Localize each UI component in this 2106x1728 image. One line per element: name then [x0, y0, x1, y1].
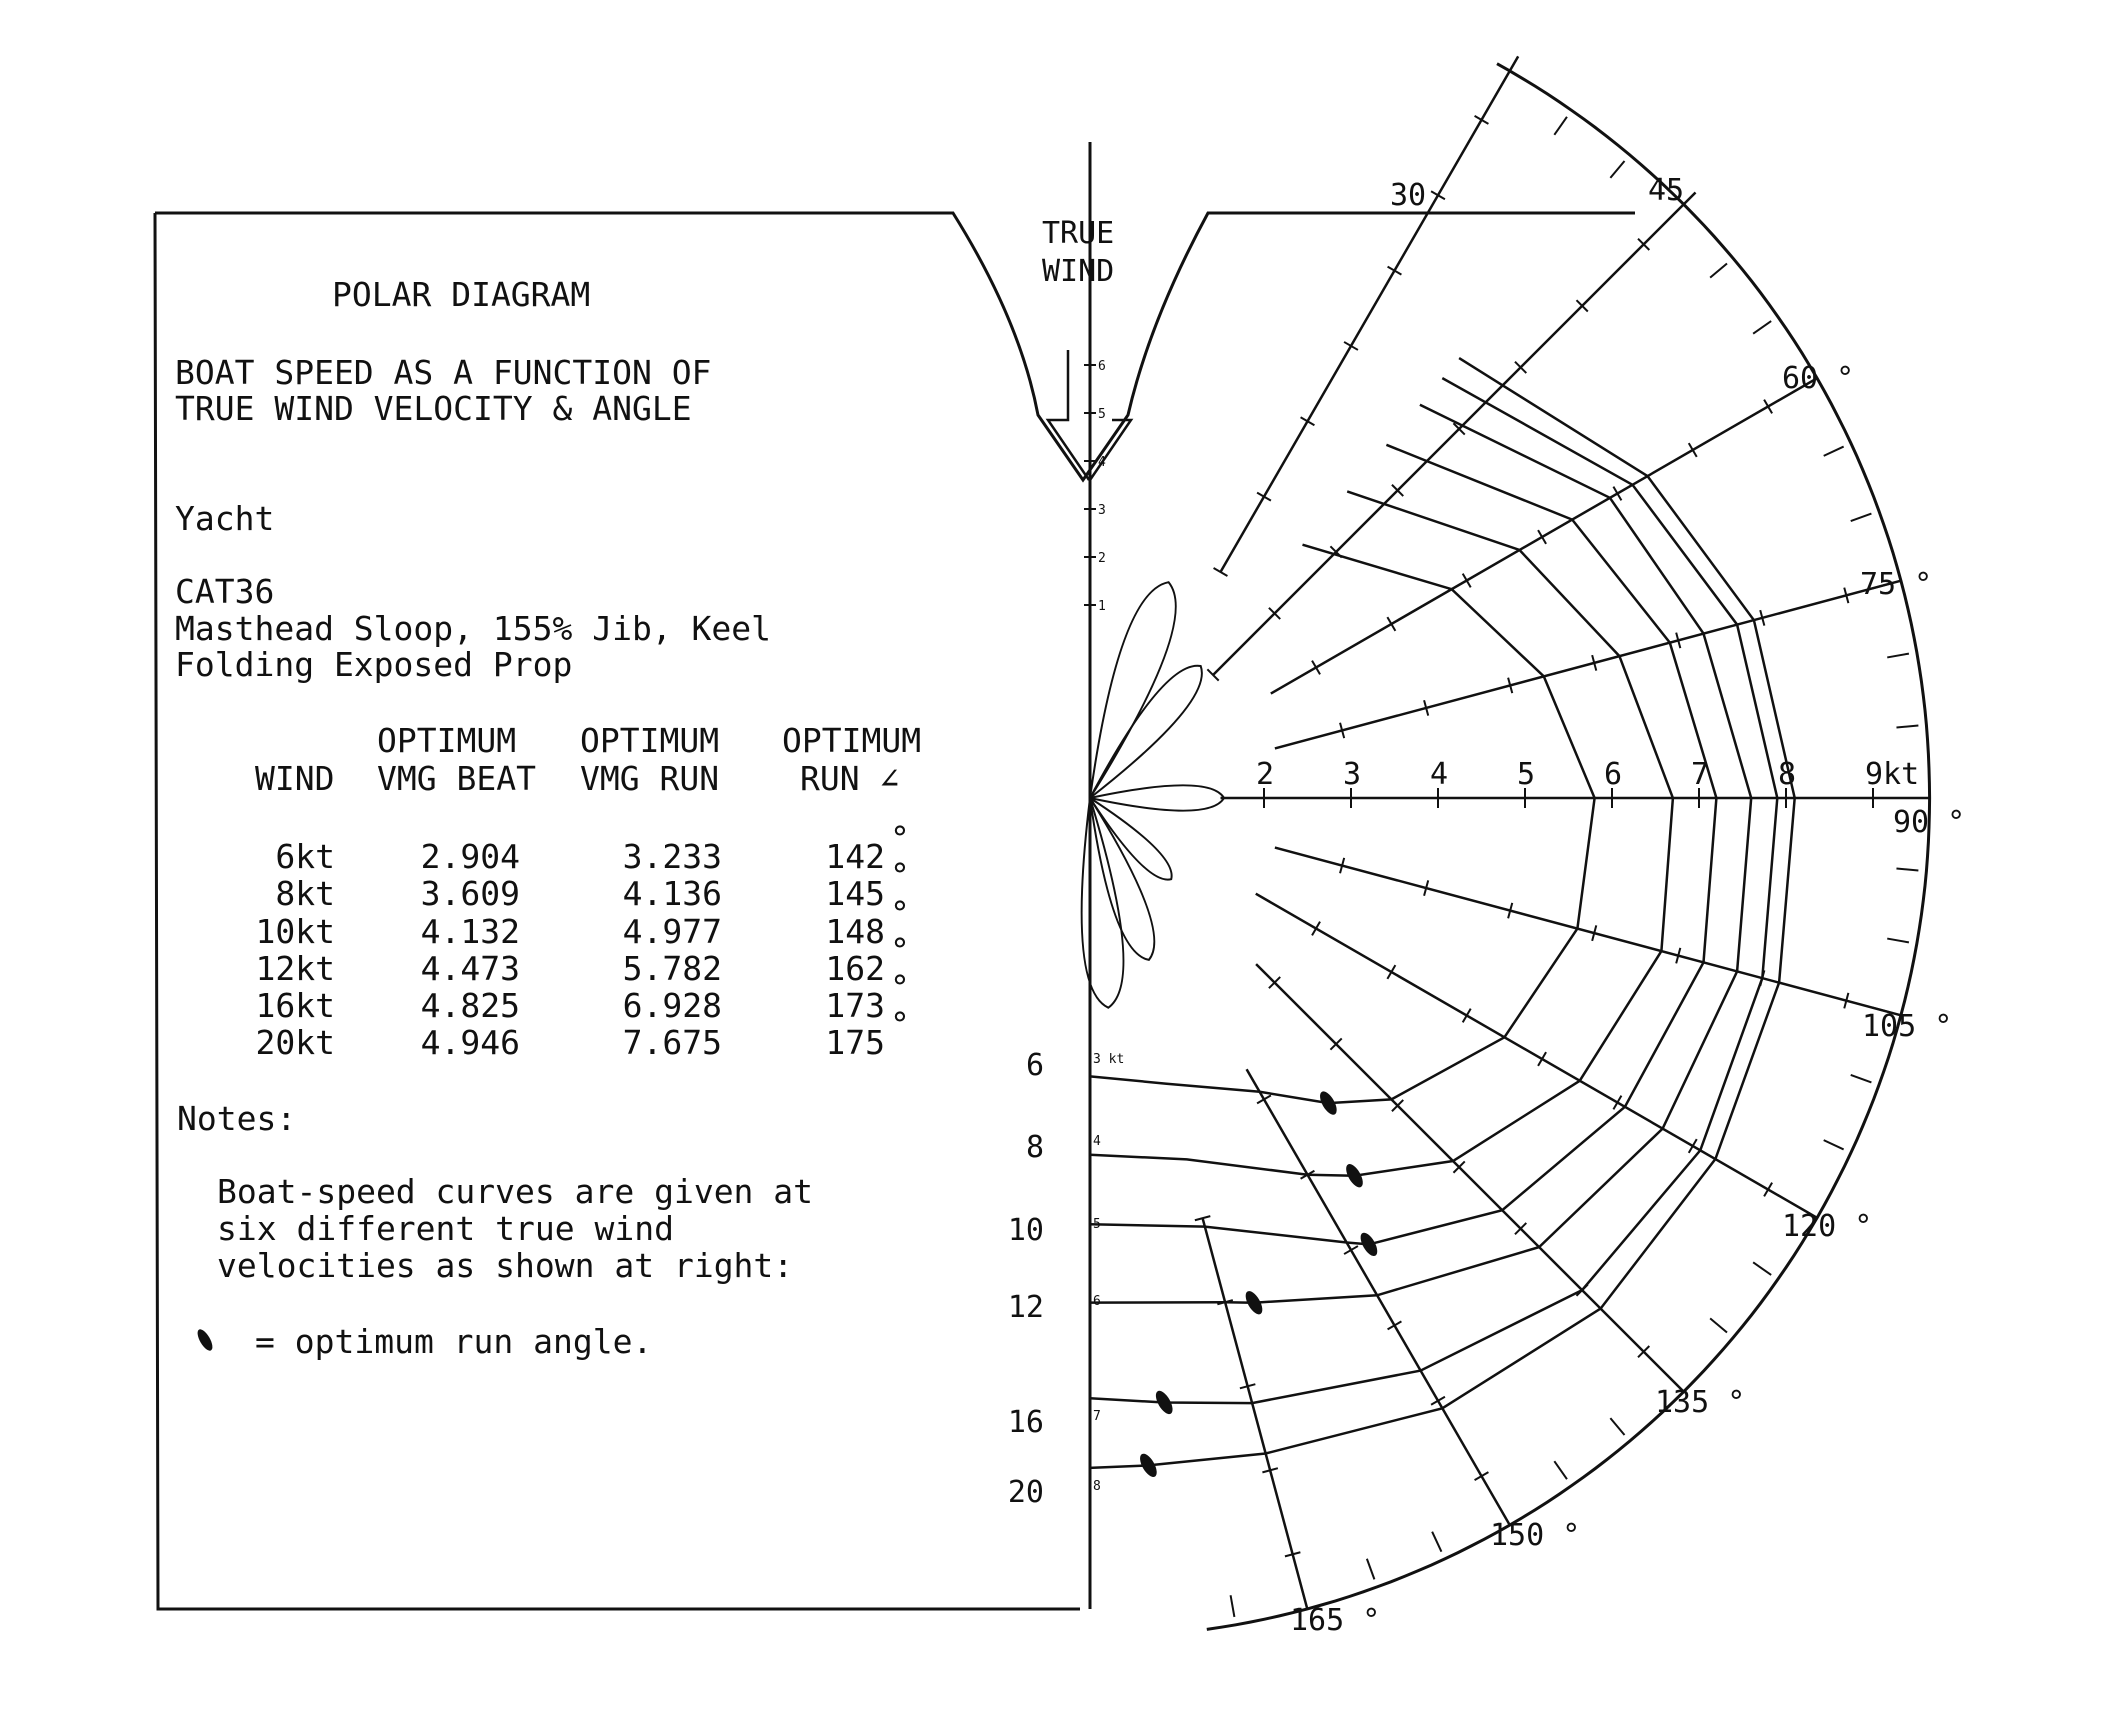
- table-header-bottom-3: RUN ∠: [800, 759, 900, 798]
- cell-run-angle: 173: [825, 986, 885, 1025]
- rim-tick: [1432, 1532, 1441, 1552]
- cell-run-angle: 162: [825, 949, 885, 988]
- true-wind-label-2: WIND: [1042, 254, 1115, 289]
- cell-wind: 6kt: [275, 837, 335, 876]
- spoke-tick: [1388, 267, 1402, 275]
- spoke-tick: [1538, 530, 1546, 544]
- rim-tick: [1610, 1418, 1624, 1435]
- degree-sign: °: [890, 856, 910, 895]
- true-wind-label-1: TRUE: [1042, 216, 1115, 251]
- series-label-16: 16: [1007, 1405, 1044, 1440]
- cell-vmg-beat: 4.946: [420, 1023, 520, 1062]
- table-row: [256, 894, 910, 951]
- table-header-top-2: OPTIMUM: [580, 721, 720, 760]
- angle-label-120: 120 °: [1782, 1209, 1873, 1244]
- rim-tick: [1824, 1140, 1844, 1149]
- series-label-12: 12: [1007, 1290, 1044, 1325]
- series-label-10: 10: [1007, 1213, 1044, 1248]
- series-small-label-8: 4: [1093, 1134, 1101, 1149]
- panel-subtitle-line1: BOAT SPEED AS A FUNCTION OF: [175, 353, 712, 392]
- spoke-tick: [1387, 617, 1395, 631]
- spoke-tick: [1344, 1246, 1358, 1254]
- rim-tick: [1710, 263, 1727, 277]
- cell-vmg-run: 4.977: [622, 912, 722, 951]
- panel-title: POLAR DIAGRAM: [332, 275, 591, 314]
- series-small-label-16: 7: [1093, 1409, 1101, 1424]
- optimum-table: [255, 721, 921, 1062]
- spoke-tick: [1538, 1052, 1546, 1066]
- rim-tick: [1896, 726, 1918, 728]
- outer-rim-arc: [1207, 64, 1933, 1630]
- degree-sign: °: [890, 968, 910, 1007]
- spoke-tick: [1764, 400, 1772, 414]
- spoke-tick: [1257, 493, 1271, 501]
- table-row: [256, 931, 910, 988]
- rim-tick: [1887, 654, 1909, 658]
- cell-vmg-run: 6.928: [622, 986, 722, 1025]
- table-row: [256, 968, 910, 1025]
- series-small-label-6: 3 kt: [1093, 1052, 1125, 1067]
- speed-curve-8: [1090, 491, 1673, 1175]
- spoke-tick: [1463, 1009, 1471, 1023]
- rim-tick: [1851, 514, 1872, 522]
- spoke-tick: [1214, 568, 1228, 576]
- yacht-model: CAT36: [175, 572, 275, 611]
- cell-vmg-beat: 4.132: [420, 912, 520, 951]
- rim-tick: [1367, 1559, 1375, 1580]
- angle-label-60: 60 °: [1782, 361, 1855, 396]
- radial-tick-label: 2: [1256, 757, 1275, 792]
- cell-run-angle: 148: [825, 912, 885, 951]
- rim-tick: [1896, 869, 1918, 871]
- yacht-rig: Masthead Sloop, 155% Jib, Keel: [175, 609, 772, 648]
- radial-tick-label: 5: [1517, 757, 1536, 792]
- cell-vmg-run: 3.233: [622, 837, 722, 876]
- degree-sign: °: [890, 1005, 910, 1044]
- wind-scale-tick-label: 3: [1098, 503, 1106, 518]
- series-small-label-12: 6: [1093, 1294, 1101, 1309]
- angle-label-30: 30: [1390, 178, 1427, 213]
- figure-border: [155, 213, 1622, 480]
- spoke-tick: [1475, 116, 1489, 124]
- spoke-tick: [1301, 417, 1315, 425]
- table-row: [275, 856, 909, 913]
- degree-sign: °: [890, 894, 910, 933]
- spoke-tick: [1312, 661, 1320, 675]
- cell-vmg-run: 5.782: [622, 949, 722, 988]
- cell-run-angle: 145: [825, 874, 885, 913]
- speed-spoke-150: [1247, 1069, 1510, 1525]
- cell-vmg-beat: 4.825: [420, 986, 520, 1025]
- series-small-label-10: 5: [1093, 1217, 1101, 1232]
- spoke-tick: [1388, 1321, 1402, 1329]
- spoke-tick: [1764, 1183, 1772, 1197]
- spoke-tick: [1689, 443, 1697, 457]
- wind-scale-tick-label: 5: [1098, 407, 1106, 422]
- speed-spoke-75: [1275, 581, 1901, 749]
- spoke-tick: [1431, 191, 1445, 199]
- spoke-tick: [1613, 1096, 1621, 1110]
- spoke-tick: [1257, 1095, 1271, 1103]
- note-line-2: six different true wind: [217, 1209, 674, 1248]
- rim-tick: [1710, 1318, 1727, 1332]
- table-header-top-3: OPTIMUM: [782, 721, 922, 760]
- series-label-20: 20: [1007, 1475, 1044, 1510]
- wind-scale-tick-label: 2: [1098, 551, 1106, 566]
- cell-wind: 16kt: [255, 986, 335, 1025]
- table-header-bottom-0: WIND: [255, 759, 335, 798]
- spoke-tick: [1312, 922, 1320, 936]
- cell-wind: 8kt: [275, 874, 335, 913]
- spoke-tick: [1689, 1139, 1697, 1153]
- spoke-tick: [1431, 1397, 1445, 1405]
- radial-tick-label: 9kt: [1865, 757, 1920, 792]
- series-label-6: 6: [1025, 1048, 1044, 1083]
- rim-tick: [1554, 1461, 1567, 1479]
- spoke-tick: [1387, 965, 1395, 979]
- table-header-top-1: OPTIMUM: [377, 721, 517, 760]
- angle-label-165: 165 °: [1290, 1603, 1381, 1638]
- cell-run-angle: 175: [825, 1023, 885, 1062]
- radial-tick-label: 7: [1691, 757, 1710, 792]
- table-row: [256, 1005, 910, 1062]
- radial-tick-label: 4: [1430, 757, 1449, 792]
- radial-tick-label: 6: [1604, 757, 1623, 792]
- rim-tick: [1753, 1262, 1771, 1275]
- radial-tick-label: 3: [1343, 757, 1362, 792]
- wind-scale-tick-label: 6: [1098, 359, 1106, 374]
- vmg-petal: [1090, 666, 1202, 798]
- rim-tick: [1610, 161, 1624, 178]
- speed-curve-6: [1090, 545, 1595, 1103]
- rim-tick: [1851, 1075, 1872, 1083]
- note-line-3: velocities as shown at right:: [217, 1246, 794, 1285]
- speed-spoke-120: [1256, 894, 1817, 1218]
- degree-sign: °: [890, 819, 910, 858]
- angle-label-135: 135 °: [1655, 1385, 1746, 1420]
- note-line-1: Boat-speed curves are given at: [217, 1172, 814, 1211]
- speed-spoke-45: [1213, 192, 1695, 674]
- table-header-bottom-1: VMG BEAT: [377, 759, 536, 798]
- spoke-tick: [1475, 1472, 1489, 1480]
- cell-wind: 10kt: [255, 912, 335, 951]
- info-panel: [175, 275, 921, 1361]
- wind-scale-tick-label: 1: [1098, 599, 1106, 614]
- spoke-tick: [1344, 342, 1358, 350]
- rim-tick: [1231, 1595, 1235, 1617]
- legend-text: = optimum run angle.: [255, 1322, 653, 1361]
- cell-vmg-beat: 4.473: [420, 949, 520, 988]
- series-label-8: 8: [1025, 1130, 1044, 1165]
- speed-curve-10: [1090, 445, 1716, 1245]
- cell-vmg-run: 7.675: [622, 1023, 722, 1062]
- cell-vmg-beat: 2.904: [420, 837, 520, 876]
- speed-spoke-135: [1256, 964, 1684, 1392]
- polar-chart: [1008, 56, 1965, 1638]
- cell-vmg-run: 4.136: [622, 874, 722, 913]
- rim-tick: [1753, 321, 1771, 334]
- angle-label-105: 105 °: [1862, 1009, 1953, 1044]
- rim-tick: [1887, 939, 1909, 943]
- vmg-petal: [1090, 785, 1224, 810]
- vmg-petal: [1090, 582, 1176, 798]
- panel-subtitle-line2: TRUE WIND VELOCITY & ANGLE: [175, 389, 692, 428]
- spoke-tick: [1613, 487, 1621, 501]
- speed-spoke-165: [1203, 1218, 1308, 1609]
- angle-label-90: 90 °: [1893, 805, 1966, 840]
- cell-wind: 20kt: [255, 1023, 335, 1062]
- optimum-run-marker-icon: [195, 1327, 216, 1353]
- cell-run-angle: 142: [825, 837, 885, 876]
- speed-curve-12: [1090, 405, 1751, 1303]
- radial-tick-label: 8: [1778, 757, 1797, 792]
- table-row: [275, 819, 909, 876]
- degree-sign: °: [890, 931, 910, 970]
- wind-scale-tick-label: 4: [1098, 455, 1106, 470]
- angle-label-75: 75 °: [1860, 567, 1933, 602]
- cell-wind: 12kt: [255, 949, 335, 988]
- speed-spoke-105: [1275, 848, 1901, 1016]
- rim-tick: [1554, 117, 1567, 135]
- speed-spoke-30: [1221, 56, 1519, 572]
- series-small-label-20: 8: [1093, 1479, 1101, 1494]
- vmg-petal: [1082, 798, 1124, 1008]
- rim-tick: [1824, 447, 1844, 456]
- spoke-tick: [1463, 574, 1471, 588]
- cell-vmg-beat: 3.609: [420, 874, 520, 913]
- notes-label: Notes:: [177, 1099, 297, 1138]
- yacht-label: Yacht: [175, 499, 275, 538]
- angle-label-150: 150 °: [1490, 1518, 1581, 1553]
- table-header-bottom-2: VMG RUN: [580, 759, 720, 798]
- angle-label-45: 45: [1648, 173, 1685, 208]
- yacht-prop: Folding Exposed Prop: [175, 645, 573, 684]
